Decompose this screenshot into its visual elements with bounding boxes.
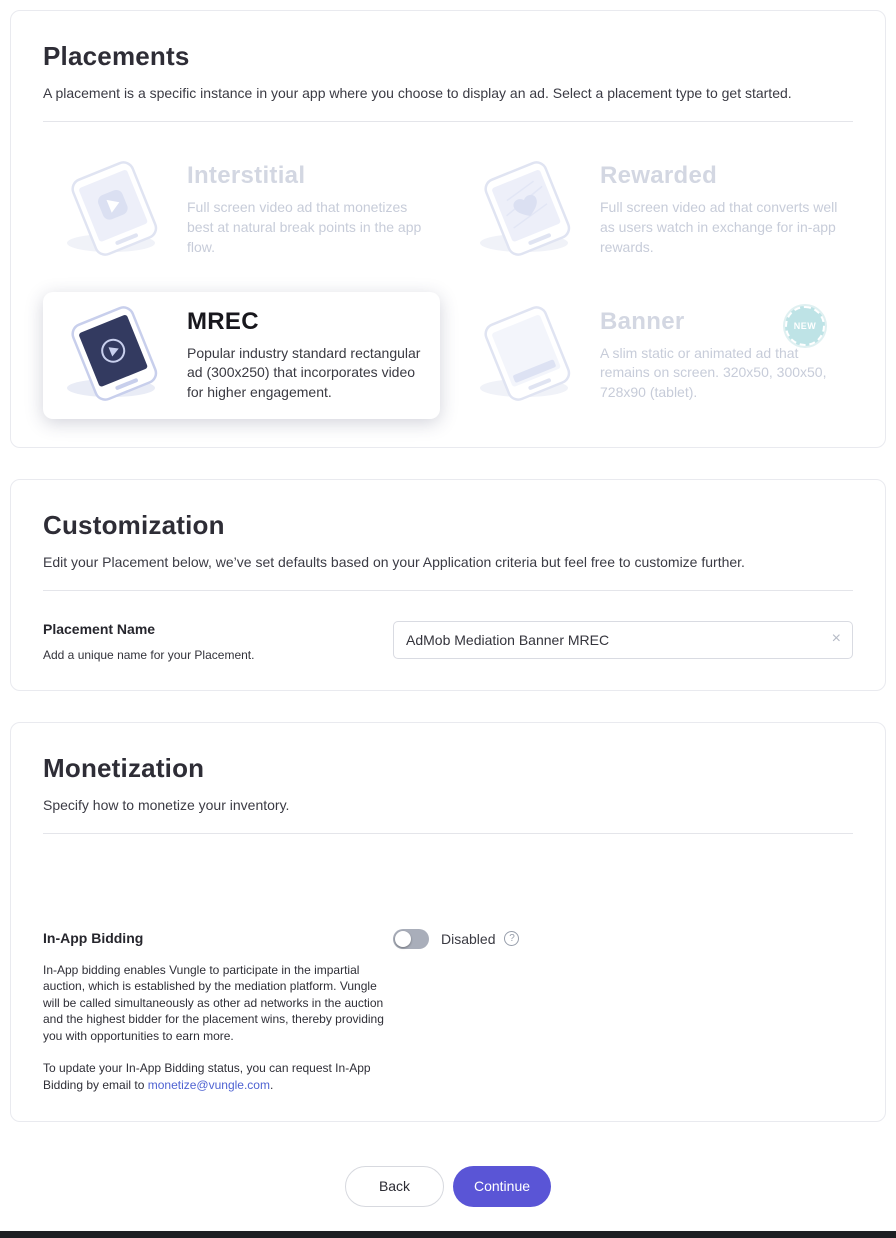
monetization-subtitle: Specify how to monetize your inventory. bbox=[43, 797, 290, 814]
in-app-bidding-status: Disabled bbox=[441, 930, 496, 947]
placements-divider bbox=[43, 121, 853, 122]
placement-name-input[interactable] bbox=[393, 621, 853, 659]
in-app-bidding-label: In-App Bidding bbox=[43, 929, 144, 946]
banner-desc: A slim static or animated ad that remains on screen. 320x50, 300x50, 728x90 (tablet). bbox=[600, 344, 827, 401]
placement-name-helper: Add a unique name for your Placement. bbox=[43, 648, 255, 663]
interstitial-desc: Full screen video ad that monetizes best at natural break points in the app flow. bbox=[187, 198, 422, 255]
clear-input-icon[interactable]: × bbox=[831, 630, 841, 648]
rewarded-text bbox=[600, 162, 839, 258]
rewarded-phone-icon bbox=[470, 163, 588, 257]
bidding-note-period: . bbox=[269, 1077, 274, 1092]
bidding-note-text: To update your In-App Bidding status, you can request In-App Bidding by email to bbox=[43, 1061, 371, 1092]
customization-title: Customization bbox=[43, 510, 225, 541]
back-button[interactable]: Back bbox=[345, 1166, 444, 1207]
mrec-title: MREC bbox=[187, 307, 259, 335]
toggle-knob bbox=[395, 931, 411, 947]
footer-actions bbox=[10, 1166, 886, 1207]
customization-subtitle: Edit your Placement below, we’ve set defaults based on your Application criteria but feel free to customize further. bbox=[43, 554, 745, 571]
placement-name-labels bbox=[43, 621, 254, 662]
monetization-divider bbox=[43, 833, 853, 834]
placement-tile-mrec[interactable] bbox=[43, 292, 440, 420]
customization-divider bbox=[43, 590, 853, 591]
in-app-bidding-description: In-App bidding enables Vungle to participate in the impartial auction, which is established by the mediation platform. Vungle will be called simultaneously as other ad networks in the auction and the highest bidder for the placement wins, thereby providing you with opportunities to earn more. bbox=[43, 962, 384, 1043]
banner-title: Banner bbox=[600, 307, 685, 335]
monetization-card bbox=[10, 722, 886, 1122]
customization-card bbox=[10, 479, 886, 691]
monetize-email-link[interactable]: monetize@vungle.com bbox=[147, 1077, 270, 1092]
mrec-desc: Popular industry standard rectangular ad (300x250) that incorporates video for higher engagement. bbox=[187, 344, 421, 401]
in-app-bidding-toggle[interactable] bbox=[393, 929, 429, 949]
in-app-bidding-row bbox=[43, 930, 853, 1093]
placement-tile-rewarded[interactable] bbox=[456, 146, 853, 274]
mrec-phone-icon bbox=[57, 308, 175, 402]
interstitial-phone-icon bbox=[57, 163, 175, 257]
banner-phone-icon bbox=[470, 308, 588, 402]
monetization-title: Monetization bbox=[43, 753, 205, 784]
bottom-bar bbox=[0, 1231, 896, 1238]
placement-name-row bbox=[43, 621, 853, 662]
help-icon[interactable]: ? bbox=[504, 931, 519, 946]
in-app-bidding-control bbox=[393, 929, 519, 949]
placements-subtitle: A placement is a specific instance in your app where you choose to display an ad. Select a placement type to get started. bbox=[43, 85, 792, 101]
in-app-bidding-left bbox=[43, 930, 393, 1093]
mrec-text bbox=[187, 308, 426, 404]
interstitial-text bbox=[187, 162, 426, 258]
placement-tile-banner[interactable] bbox=[456, 292, 853, 420]
rewarded-title: Rewarded bbox=[600, 161, 718, 189]
new-badge: NEW bbox=[785, 306, 825, 346]
in-app-bidding-note bbox=[43, 1060, 388, 1093]
continue-button[interactable]: Continue bbox=[453, 1166, 551, 1207]
placement-type-grid bbox=[43, 146, 853, 419]
placements-card bbox=[10, 10, 886, 448]
placement-name-label: Placement Name bbox=[43, 621, 156, 638]
interstitial-title: Interstitial bbox=[187, 161, 306, 189]
rewarded-desc: Full screen video ad that converts well as users watch in exchange for in-app rewards. bbox=[600, 198, 838, 255]
placement-name-input-wrap bbox=[393, 621, 853, 659]
placement-tile-interstitial[interactable] bbox=[43, 146, 440, 274]
placements-title: Placements bbox=[43, 41, 190, 71]
